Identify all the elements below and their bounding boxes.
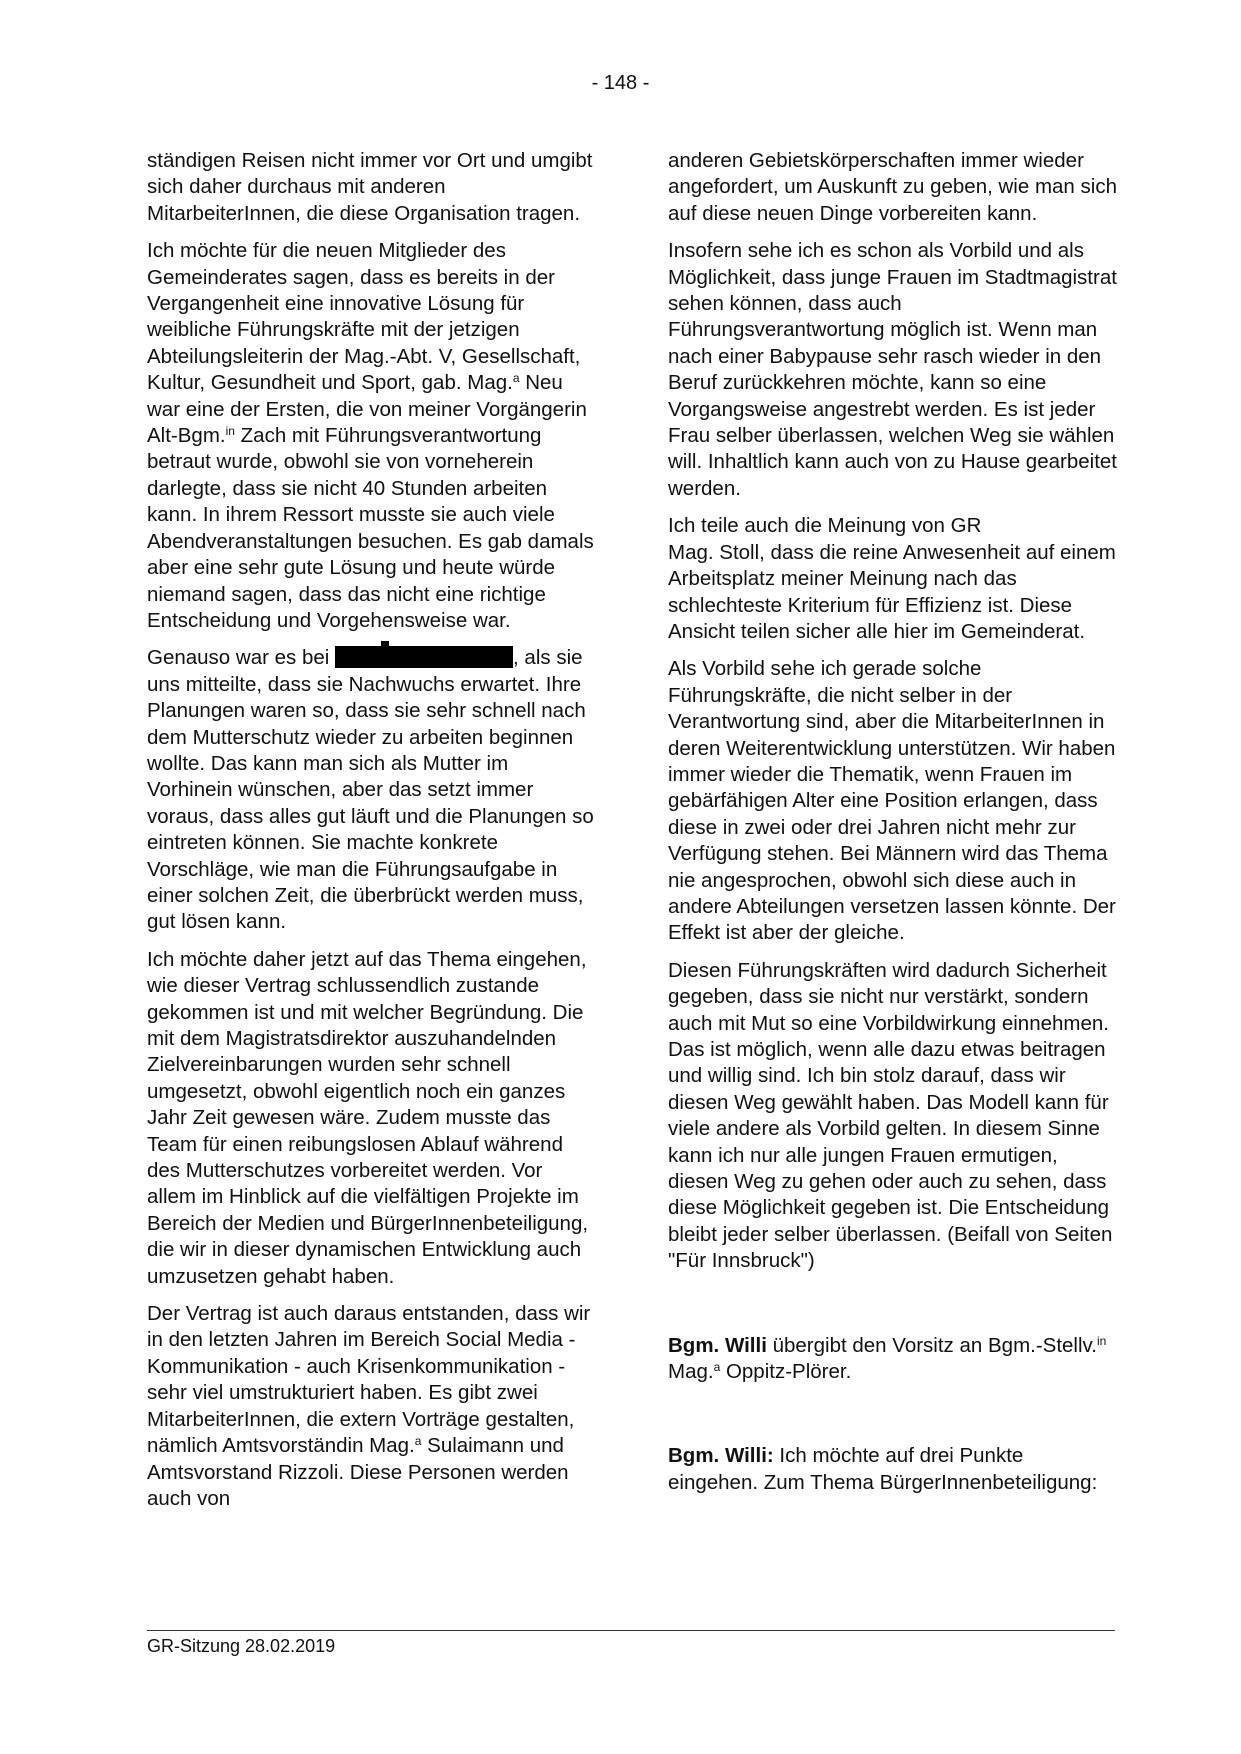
page-number: - 148 - (591, 72, 650, 94)
paragraph-text: Mag. (668, 1360, 714, 1384)
paragraph (668, 513, 1118, 645)
superscript: a (713, 1360, 721, 1375)
superscript: in (1096, 1333, 1107, 1348)
speaker-name: Bgm. Willi: (668, 1444, 774, 1468)
paragraph-text: Oppitz-Plörer. (720, 1360, 852, 1384)
paragraph: Als Vorbild sehe ich gerade solche Führungskräfte, die nicht selber in der Verantwortung sind, aber die MitarbeiterInnen in deren Weiterentwicklung unterstützen. Wir haben immer wieder die Thematik, wenn Frauen im gebärfähigen Alter eine Position erlangen, dass diese in zwei oder drei Jahren nicht mehr zur Verfügung stehen. Bei Männern wird das Thema nie angesprochen, obwohl sich diese auch in andere Abteilungen versetzen lassen könnte. Der Effekt ist aber der gleiche. (668, 657, 1116, 945)
superscript: in (225, 424, 235, 439)
paragraph (147, 1301, 597, 1512)
paragraph: anderen Gebietskörperschaften immer wieder angefordert, um Auskunft zu geben, wie man sich auf diese neuen Dinge vorbereiten kann. (668, 149, 1117, 225)
footer-divider (147, 1630, 1115, 1631)
footer-text: GR-Sitzung 28.02.2019 (147, 1636, 336, 1656)
right-column (668, 148, 1118, 1507)
paragraph (668, 1333, 1118, 1386)
redaction-block (335, 646, 513, 668)
paragraph: ständigen Reisen nicht immer vor Ort und umgibt sich daher durchaus mit anderen MitarbeiterInnen, die diese Organisation tragen. (147, 149, 593, 225)
paragraph-text: Sulaimann und Amtsvorstand Rizzoli. Diese Personen werden auch von (147, 1434, 569, 1510)
paragraph-text: Genauso war es bei (147, 646, 336, 670)
superscript: a (512, 371, 520, 386)
paragraph (147, 238, 597, 634)
paragraph-text: Der Vertrag ist auch daraus entstanden, dass wir in den letzten Jahren im Bereich Social Media - Kommunikation - auch Krisenkommunikation - sehr viel umstrukturiert haben. Es gibt zwei MitarbeiterInnen, die extern Vorträge gestalten, nämlich Amtsvorständin Mag. (147, 1302, 591, 1458)
superscript: a (414, 1434, 422, 1449)
paragraph-text: Ich möchte für die neuen Mitglieder des Gemeinderates sagen, dass es bereits in der Vergangenheit eine innovative Lösung für weibliche Führungskräfte mit der jetzigen Abteilungsleiterin der Mag.-Abt. V, Gesellschaft, Kultur, Gesundheit und Sport, gab. Mag. (147, 239, 581, 395)
paragraph-text: Neu war eine der Ersten, die von meiner Vorgängerin Alt-Bgm. (147, 371, 587, 448)
paragraph-text: Mag. Stoll, dass die reine Anwesenheit auf einem Arbeitsplatz meiner Meinung nach das schlechteste Kriterium für Effizienz ist. Diese Ansicht teilen sicher alle hier im Gemeinderat. (668, 540, 1116, 643)
paragraph (147, 645, 597, 935)
paragraph (668, 1443, 1118, 1496)
paragraph-text: Zach mit Führungsverantwortung betraut wurde, obwohl sie von vorneherein darlegte, dass sie nicht 40 Stunden arbeiten kann. In ihrem Ressort musste sie auch viele Abendveranstaltungen besuchen. Es gab damals aber eine sehr gute Lösung und heute würde niemand sagen, dass das nicht eine richtige Entscheidung und Vorgehensweise war. (147, 424, 594, 632)
paragraph-text: übergibt den Vorsitz an Bgm.-Stellv. (766, 1333, 1097, 1357)
paragraph: Insofern sehe ich es schon als Vorbild und als Möglichkeit, dass junge Frauen im Stadtmagistrat sehen können, dass auch Führungsverantwortung möglich ist. Wenn man nach einer Babypause sehr rasch wieder in den Beruf zurückkehren möchte, kann so eine Vorgangsweise angestrebt werden. Es ist jeder Frau selber überlassen, welchen Weg sie wählen will. Inhaltlich kann auch von zu Hause gearbeitet werden. (668, 239, 1117, 500)
paragraph-text: , als sie uns mitteilte, dass sie Nachwuchs erwartet. Ihre Planungen waren so, dass sie sehr schnell nach dem Mutterschutz wieder zu arbeiten beginnen wollte. Das kann man sich als Mutter im Vorhinein wünschen, aber das setzt immer voraus, dass alles gut läuft und die Planungen so eintreten können. Sie machte konkrete Vorschläge, wie man die Führungsaufgabe in einer solchen Zeit, die überbrückt werden muss, gut lösen kann. (147, 646, 594, 934)
speaker-name: Bgm. Willi (668, 1333, 767, 1357)
paragraph: Ich möchte daher jetzt auf das Thema eingehen, wie dieser Vertrag schlussendlich zustande gekommen ist und mit welcher Begründung. Die mit dem Magistratsdirektor auszuhandelnden Zielvereinbarungen wurden sehr schnell umgesetzt, obwohl eigentlich noch ein ganzes Jahr Zeit gewesen wäre. Zudem musste das Team für einen reibungslosen Ablauf während des Mutterschutzes vorbereitet werden. Vor allem im Hinblick auf die vielfältigen Projekte im Bereich der Medien und BürgerInnenbeteiligung, die wir in dieser dynamischen Entwicklung auch umzusetzen gehabt haben. (147, 947, 589, 1288)
paragraph: Diesen Führungskräften wird dadurch Sicherheit gegeben, dass sie nicht nur verstärkt, sondern auch mit Mut so eine Vorbildwirkung einnehmen. Das ist möglich, wenn alle dazu etwas beitragen und willig sind. Ich bin stolz darauf, dass wir diesen Weg gewählt haben. Das Modell kann für viele andere als Vorbild gelten. In diesem Sinne kann ich nur alle jungen Frauen ermutigen, diesen Weg zu gehen oder auch zu sehen, dass diese Möglichkeit gegeben ist. Die Entscheidung bleibt jeder selber überlassen. (Beifall von Seiten "Für Innsbruck") (668, 958, 1113, 1273)
left-column (147, 148, 597, 1523)
paragraph-text: Ich teile auch die Meinung von GR (668, 514, 982, 538)
paragraph-text: Ich möchte auf drei Punkte eingehen. Zum Thema BürgerInnenbeteiligung: (668, 1444, 1098, 1494)
